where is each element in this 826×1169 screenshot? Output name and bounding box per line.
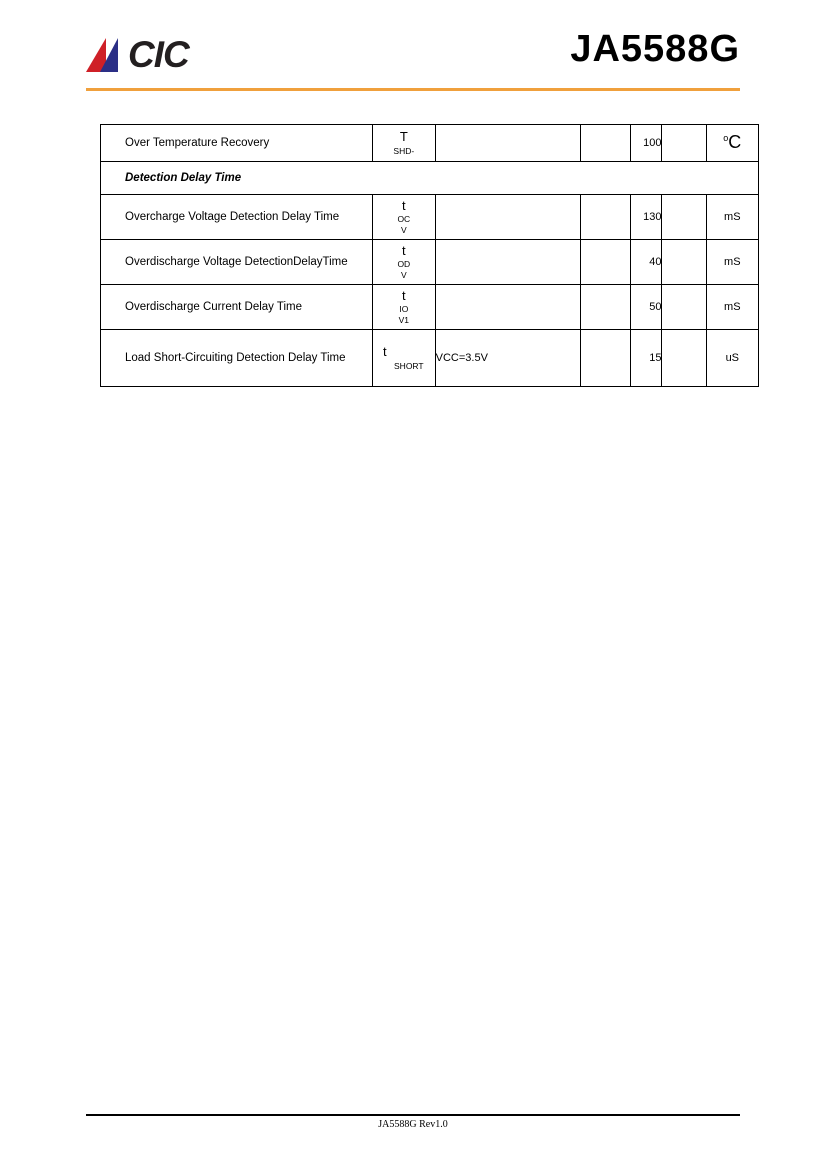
row-symbol: t IO V1 — [373, 285, 436, 330]
row-min — [581, 285, 630, 330]
row-condition — [435, 240, 581, 285]
row-parameter: Over Temperature Recovery — [101, 125, 373, 162]
table-row — [101, 285, 759, 330]
row-min — [581, 330, 630, 387]
row-symbol: T SHD- — [373, 125, 436, 162]
table-row — [101, 195, 759, 240]
row-typ: 15 — [630, 330, 662, 387]
row-min — [581, 125, 630, 162]
row-unit: mS — [706, 240, 758, 285]
row-min — [581, 195, 630, 240]
row-max — [662, 125, 706, 162]
row-max — [662, 285, 706, 330]
page-header — [0, 0, 826, 96]
logo-text: CIC — [128, 34, 189, 75]
row-symbol: t SHORT — [373, 330, 436, 387]
row-unit: $^o$C — [706, 125, 758, 162]
row-condition — [435, 285, 581, 330]
table-section-row — [101, 162, 759, 195]
row-unit: uS — [706, 330, 758, 387]
row-symbol: t OD V — [373, 240, 436, 285]
row-typ: 100 — [630, 125, 662, 162]
row-symbol: t OC V — [373, 195, 436, 240]
header-divider — [86, 88, 740, 91]
table-row — [101, 125, 759, 162]
row-parameter: Load Short-Circuiting Detection Delay Time — [101, 330, 373, 387]
logo-triangle-icon — [86, 38, 126, 72]
company-logo — [86, 33, 189, 77]
footer-divider — [86, 1114, 740, 1116]
row-min — [581, 240, 630, 285]
row-condition: VCC=3.5V — [435, 330, 581, 387]
row-typ: 130 — [630, 195, 662, 240]
part-number-title: JA5588G — [570, 28, 740, 70]
row-parameter: Overcharge Voltage Detection Delay Time — [101, 195, 373, 240]
row-max — [662, 240, 706, 285]
row-max — [662, 330, 706, 387]
specification-table — [100, 124, 759, 387]
row-unit: mS — [706, 195, 758, 240]
row-condition — [435, 125, 581, 162]
row-condition — [435, 195, 581, 240]
footer-revision: JA5588G Rev1.0 — [378, 1119, 448, 1130]
row-typ: 50 — [630, 285, 662, 330]
row-typ: 40 — [630, 240, 662, 285]
row-parameter: Overdischarge Voltage DetectionDelayTime — [101, 240, 373, 285]
row-max — [662, 195, 706, 240]
row-parameter: Overdischarge Current Delay Time — [101, 285, 373, 330]
row-unit: mS — [706, 285, 758, 330]
table-row — [101, 330, 759, 387]
table-row — [101, 240, 759, 285]
section-title: Detection Delay Time — [101, 162, 759, 195]
